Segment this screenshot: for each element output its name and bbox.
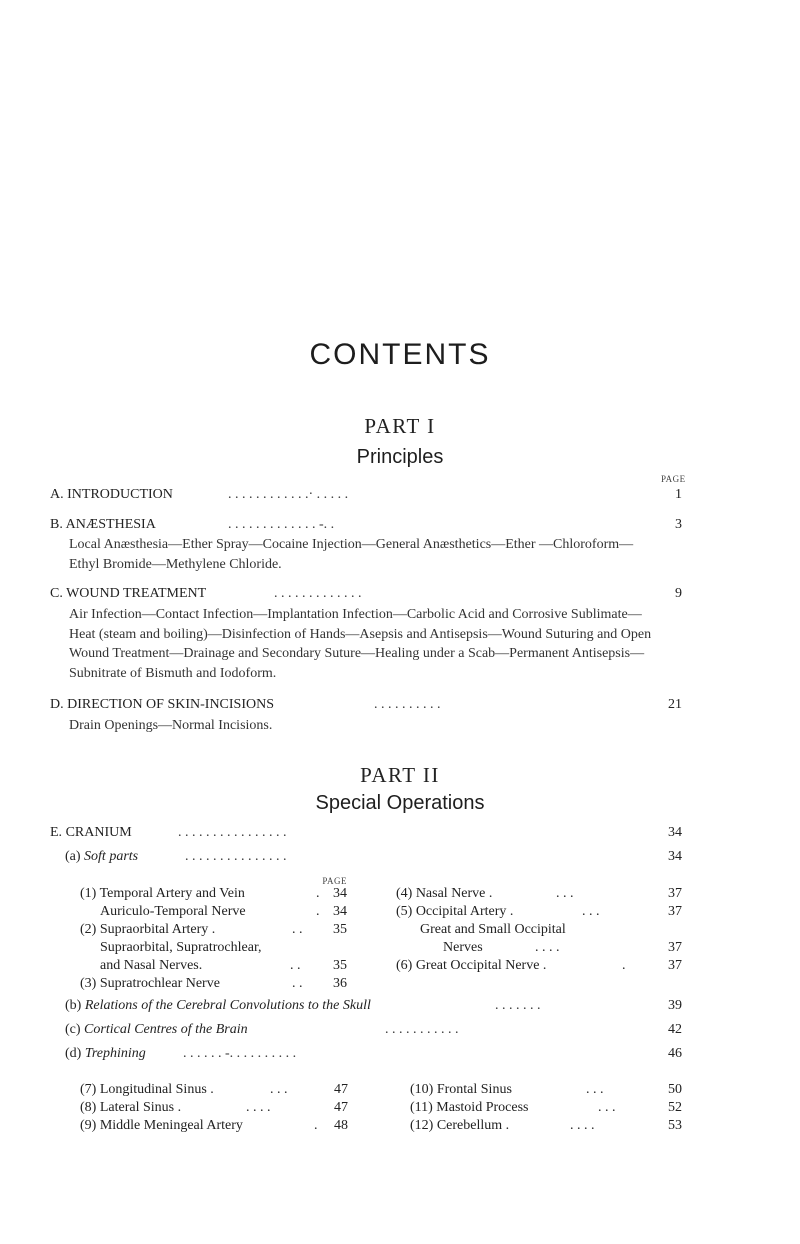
entry-page: 34 [668, 825, 682, 840]
subsection-page: 39 [668, 998, 682, 1013]
item-title: (7) Longitudinal Sinus . [80, 1082, 214, 1097]
subsection-label: (a) [65, 849, 81, 864]
soft-parts-item [420, 922, 682, 940]
item-title: (2) Supraorbital Artery . [80, 922, 216, 937]
item-page: 37 [668, 886, 682, 901]
trephining-item[interactable]: (7) Longitudinal Sinus . . . . 47 [80, 1082, 348, 1097]
item-page: 37 [668, 904, 682, 919]
item-page: 53 [668, 1118, 682, 1133]
toc-entry-wound-treatment[interactable] [50, 586, 682, 604]
entry-page: 9 [675, 586, 682, 601]
item-page: 34 [333, 886, 347, 901]
item-page: 52 [668, 1100, 682, 1115]
leader-dots: . . . . . . . . . . . . . . . . [178, 825, 287, 840]
toc-subsection-trephining[interactable] [65, 1046, 682, 1064]
subsection-title: Trephining [84, 1046, 146, 1061]
subsection-label: (c) [65, 1022, 81, 1037]
toc-entry-cranium[interactable] [50, 825, 682, 843]
entry-title: INTRODUCTION [67, 487, 173, 502]
item-page: 36 [333, 976, 347, 991]
item-title: Great and Small Occipital [420, 922, 566, 937]
item-page: 34 [333, 904, 347, 919]
subsection-page: 46 [668, 1046, 682, 1061]
trephining-item[interactable]: (8) Lateral Sinus . . . . . 47 [80, 1100, 348, 1115]
soft-parts-item[interactable]: (5) Occipital Artery . . . . 37 [396, 904, 682, 919]
entry-letter: A. [50, 487, 64, 502]
soft-parts-item[interactable]: Nerves . . . . 37 [443, 940, 682, 955]
toc-entry-introduction[interactable] [50, 487, 682, 505]
soft-parts-item[interactable]: (4) Nasal Nerve . . . . 37 [396, 886, 682, 901]
leader-dots: . . . . . . . . . . . . . [274, 586, 362, 601]
entry-page: 1 [675, 487, 682, 502]
item-title: Supraorbital, Supratrochlear, [100, 940, 262, 955]
item-page: 47 [334, 1100, 348, 1115]
subsection-page: 42 [668, 1022, 682, 1037]
part-2-subtitle: Special Operations [315, 792, 485, 814]
trephining-item[interactable]: (12) Cerebellum . . . . . 53 [410, 1118, 682, 1133]
soft-parts-item[interactable]: (6) Great Occipital Nerve . . 37 [396, 958, 682, 973]
item-page: 50 [668, 1082, 682, 1097]
toc-entry-anaesthesia[interactable] [50, 517, 682, 535]
item-page: 37 [668, 958, 682, 973]
entry-description: Drain Openings—Normal Incisions. [69, 718, 273, 733]
subsection-label: (d) [65, 1046, 82, 1061]
entry-letter: C. [50, 586, 63, 601]
leader-dots: . . . . . . . [495, 998, 541, 1013]
leader-dots: . . . . . . . . . . . . . -. . [228, 517, 335, 532]
soft-parts-item[interactable]: Auriculo-Temporal Nerve . 34 [100, 904, 347, 919]
page-column-label: PAGE [661, 474, 686, 484]
entry-title: CRANIUM [65, 825, 132, 840]
page-title: CONTENTS [309, 338, 491, 371]
entry-title: WOUND TREATMENT [66, 586, 207, 601]
entry-title: ANÆSTHESIA [65, 517, 156, 532]
toc-subsection-soft-parts[interactable] [65, 849, 682, 867]
entry-page: 21 [668, 697, 682, 712]
item-page: 37 [668, 940, 682, 955]
toc-subsection-cortical-centres[interactable] [65, 1022, 682, 1040]
entry-description: Air Infection—Contact Infection—Implantation Infection—Carbolic Acid and Corrosive Sublimate—Heat (steam and boiling)—Disinfection of Hands—Asepsis and Antisepsis—Wound Suturing and Open Wound Treatment—Drainage and Secondary Suture—Healing under a Scab—Permanent Antisepsis—Subnitrate of Bismuth and Iodoform. [69, 607, 652, 681]
entry-letter: E. [50, 825, 63, 840]
item-page: 35 [333, 922, 347, 937]
item-title: (3) Supratrochlear Nerve [80, 976, 220, 991]
part-1-heading: PART I [364, 414, 436, 438]
item-title: (10) Frontal Sinus [410, 1082, 512, 1097]
toc-subsection-cerebral-relations[interactable] [65, 998, 682, 1016]
leader-dots: . . . . . . . . . . . [385, 1022, 459, 1037]
soft-parts-item[interactable]: (2) Supraorbital Artery . . . 35 [80, 922, 347, 937]
entry-letter: B. [50, 517, 63, 532]
item-title: (5) Occipital Artery . [396, 904, 514, 919]
toc-entry-skin-incisions[interactable] [50, 697, 682, 715]
soft-parts-item [100, 940, 347, 958]
part-2-heading: PART II [360, 763, 440, 787]
leader-dots: . . . . . . . . . . . .· . . . . . [228, 487, 349, 502]
page-column-label: PAGE [322, 876, 347, 886]
subsection-title: Relations of the Cerebral Convolutions to the Skull [84, 998, 371, 1013]
subsection-label: (b) [65, 998, 82, 1013]
leader-dots: . . . . . . . . . . [374, 697, 441, 712]
subsection-title: Cortical Centres of the Brain [84, 1022, 248, 1037]
entry-description: Local Anæsthesia—Ether Spray—Cocaine Injection—General Anæsthetics—Ether —Chloroform—Ethyl Bromide—Methylene Chloride. [69, 537, 634, 572]
trephining-item[interactable]: (10) Frontal Sinus . . . 50 [410, 1082, 682, 1097]
trephining-item[interactable]: (9) Middle Meningeal Artery . 48 [80, 1118, 348, 1133]
entry-title: DIRECTION OF SKIN-INCISIONS [67, 697, 275, 712]
item-title: (4) Nasal Nerve . [396, 886, 493, 901]
item-page: 47 [334, 1082, 348, 1097]
item-title: (1) Temporal Artery and Vein [80, 886, 245, 901]
item-title: (6) Great Occipital Nerve . [396, 958, 547, 973]
leader-dots: . . . . . . -. . . . . . . . . . [183, 1046, 297, 1061]
soft-parts-item[interactable]: (3) Supratrochlear Nerve . . 36 [80, 976, 347, 991]
item-title: (12) Cerebellum . [410, 1118, 510, 1133]
soft-parts-item[interactable]: (1) Temporal Artery and Vein . 34 [80, 886, 347, 901]
item-title: Nerves [443, 940, 483, 955]
entry-letter: D. [50, 697, 64, 712]
trephining-item[interactable]: (11) Mastoid Process . . . 52 [410, 1100, 682, 1115]
item-page: 35 [333, 958, 347, 973]
subsection-page: 34 [668, 849, 682, 864]
entry-page: 3 [675, 517, 682, 532]
part-1-subtitle: Principles [356, 446, 444, 468]
item-title: Auriculo-Temporal Nerve [100, 904, 246, 919]
item-title: (9) Middle Meningeal Artery [80, 1118, 243, 1133]
soft-parts-item[interactable]: and Nasal Nerves. . . 35 [100, 958, 347, 973]
leader-dots: . . . . . . . . . . . . . . . [185, 849, 287, 864]
item-page: 48 [334, 1118, 348, 1133]
item-title: and Nasal Nerves. [100, 958, 203, 973]
item-title: (8) Lateral Sinus . [80, 1100, 182, 1115]
item-title: (11) Mastoid Process [410, 1100, 529, 1115]
subsection-title: Soft parts [84, 849, 139, 864]
